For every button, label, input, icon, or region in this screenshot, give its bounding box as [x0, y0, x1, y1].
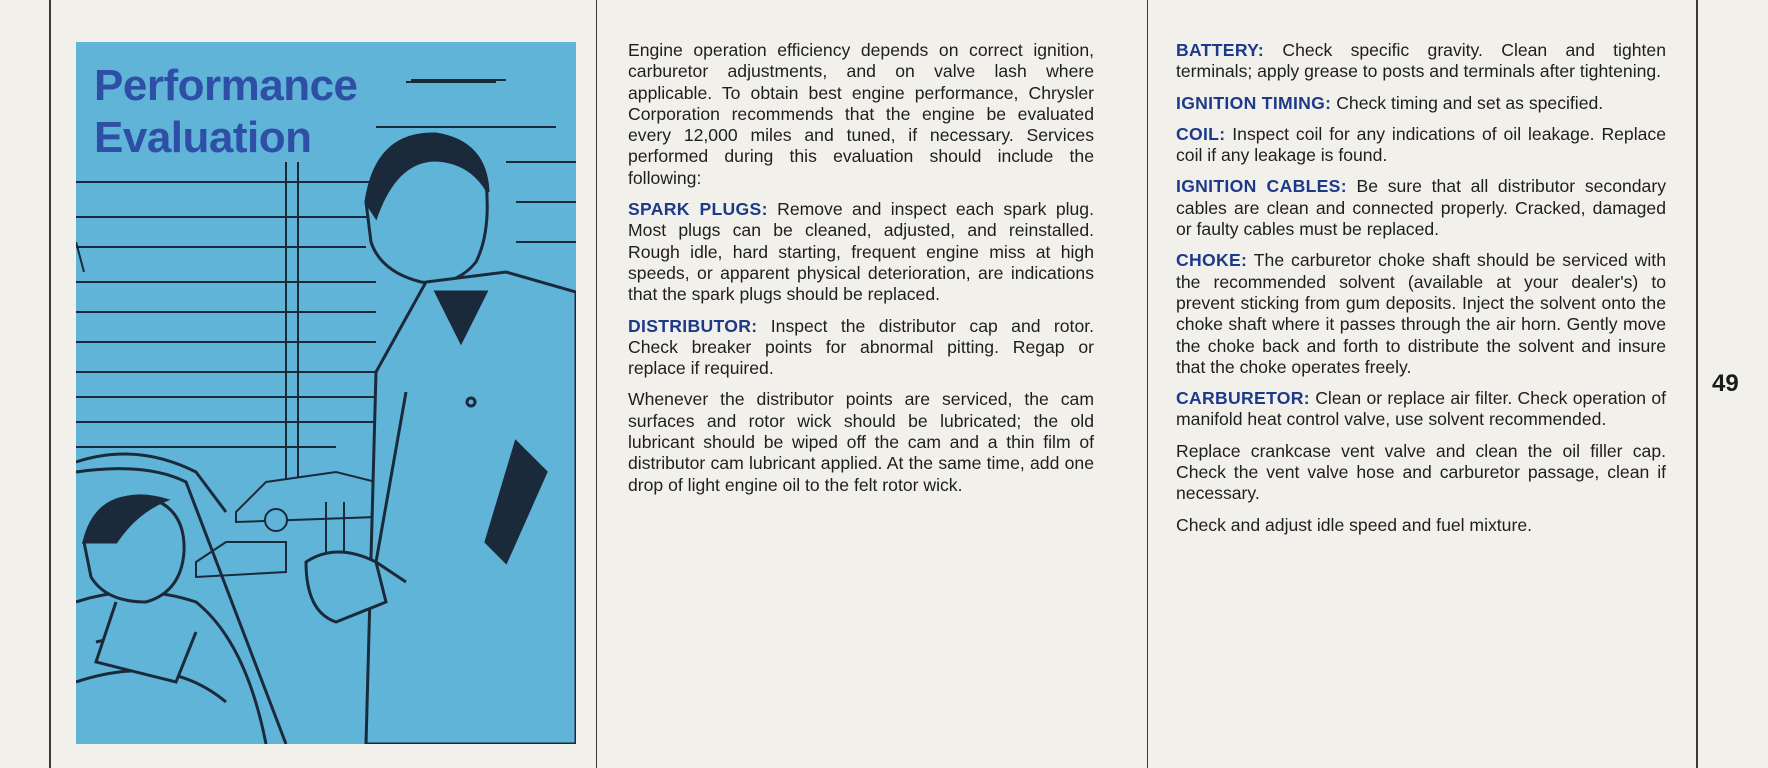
- ignition-cables-text: Be sure that all distributor secondary cables are clean and connected properly. Cracked, damaged or faulty cables must be replaced.: [1176, 176, 1666, 240]
- coil-paragraph: [1176, 124, 1666, 167]
- distributor-paragraph: [628, 316, 1094, 380]
- column-divider-3: [1696, 0, 1698, 768]
- column-divider-1: [596, 0, 597, 768]
- intro-paragraph: Engine operation efficiency depends on correct ignition, carburetor adjustments, and on valve lash where applicable. To obtain best engine performance, Chrysler Corporation recommends that the engine be evaluated every 12,000 miles and tuned, if necessary. Services performed during this evaluation should include the following:: [628, 40, 1094, 188]
- page-number: 49: [1712, 370, 1739, 397]
- illustration-panel: [76, 42, 576, 744]
- battery-text: Check specific gravity. Clean and tighten terminals; apply grease to posts and terminals after tightening.: [1176, 40, 1666, 82]
- title-line-2: Evaluation: [94, 113, 312, 162]
- battery-label: BATTERY:: [1176, 40, 1265, 60]
- choke-paragraph: [1176, 250, 1666, 378]
- crankcase-paragraph: Replace crankcase vent valve and clean the oil filler cap. Check the vent valve hose and carburetor passage, clean if necessary.: [1176, 440, 1666, 504]
- carburetor-text: Clean or replace air filter. Check operation of manifold heat control valve, use solvent recommended.: [1176, 388, 1666, 430]
- distributor-label: DISTRIBUTOR:: [628, 315, 758, 336]
- spark-plugs-text: Remove and inspect each spark plug. Most plugs can be cleaned, adjusted, and reinstalled. Rough idle, hard starting, frequent engine miss at high speeds, or apparent physical deterioration, are indications that the spark plugs should be replaced.: [628, 199, 1094, 305]
- distributor-text: Inspect the distributor cap and rotor. Check breaker points for abnormal pitting. Regap or replace if required.: [628, 315, 1095, 379]
- carburetor-paragraph: [1176, 388, 1666, 431]
- battery-paragraph: [1176, 40, 1666, 83]
- carburetor-label: CARBURETOR:: [1176, 388, 1310, 409]
- page-border-left: [49, 0, 51, 768]
- coil-text: Inspect coil for any indications of oil leakage. Replace coil if any leakage is found.: [1176, 123, 1666, 166]
- page-title: [94, 60, 358, 164]
- choke-text: The carburetor choke shaft should be serviced with the recommended solvent (available at your dealer's) to prevent sticking from gum deposits. Inject the solvent onto the choke shaft where it passes through the air horn. Gently move the choke back and forth to distribute the solvent and insure that the choke operates freely.: [1176, 250, 1666, 377]
- coil-label: COIL:: [1176, 123, 1226, 144]
- ignition-timing-paragraph: [1176, 93, 1666, 114]
- idle-paragraph: Check and adjust idle speed and fuel mixture.: [1176, 514, 1532, 535]
- right-column: [1176, 40, 1666, 546]
- distributor-points-paragraph: Whenever the distributor points are serviced, the cam surfaces and rotor wick should be lubricated; the old lubricant should be wiped off the cam and a thin film of distributor cam lubricant applied. At the same time, add one drop of light engine oil to the felt rotor wick.: [628, 389, 1094, 495]
- middle-column: [628, 40, 1094, 506]
- spark-plugs-paragraph: [628, 199, 1094, 305]
- ignition-timing-label: IGNITION TIMING:: [1176, 92, 1332, 113]
- column-divider-2: [1147, 0, 1148, 768]
- spark-plugs-label: SPARK PLUGS:: [628, 199, 768, 220]
- ignition-cables-paragraph: [1176, 176, 1666, 240]
- ignition-cables-label: IGNITION CABLES:: [1176, 176, 1347, 197]
- ignition-timing-text: Check timing and set as specified.: [1336, 92, 1604, 113]
- title-line-1: Performance: [94, 61, 358, 110]
- choke-label: CHOKE:: [1176, 250, 1248, 271]
